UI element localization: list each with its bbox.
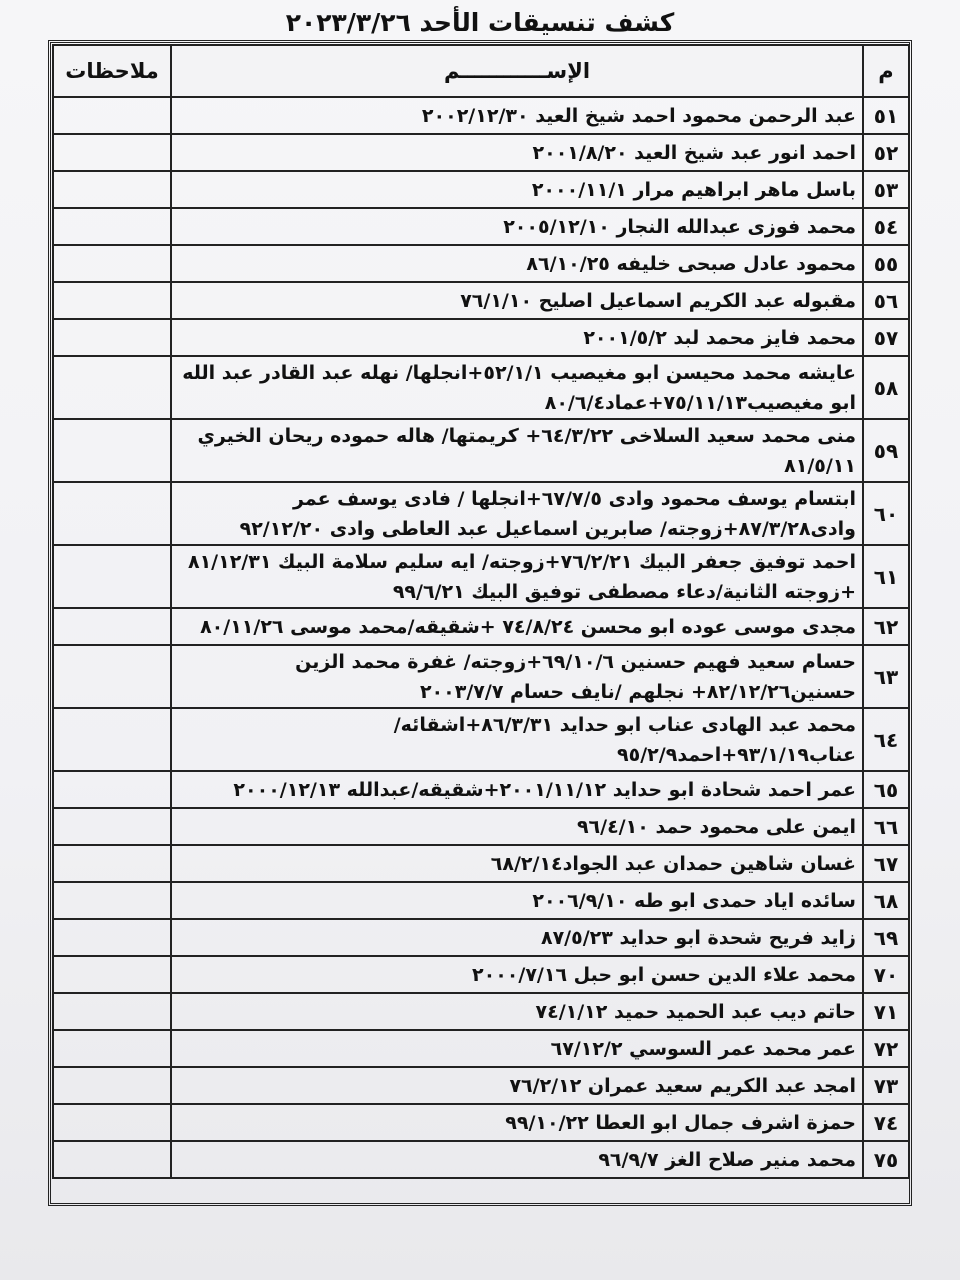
row-notes (53, 1030, 171, 1067)
row-notes (53, 356, 171, 419)
table-row (53, 645, 909, 708)
row-name: محمد فوزى عبدالله النجار ٢٠٠٥/١٢/١٠ (171, 208, 863, 245)
row-number: ٧٤ (863, 1104, 909, 1141)
row-notes (53, 1067, 171, 1104)
row-name: امجد عبد الكريم سعيد عمران ٧٦/٢/١٢ (171, 1067, 863, 1104)
table-row (53, 97, 909, 134)
row-name: احمد توفيق جعفر البيك ٧٦/٢/٢١+زوجته/ ايه سليم سلامة البيك ٨١/١٢/٣١ +زوجته الثانية/دعاء مصطفى توفيق البيك ٩٩/٦/٢١ (171, 545, 863, 608)
row-notes (53, 282, 171, 319)
row-number: ٦١ (863, 545, 909, 608)
table-row (53, 282, 909, 319)
table-body (53, 97, 909, 1178)
row-notes (53, 882, 171, 919)
row-notes (53, 845, 171, 882)
row-number: ٥٥ (863, 245, 909, 282)
row-number: ٧٠ (863, 956, 909, 993)
row-number: ٥٩ (863, 419, 909, 482)
table-row (53, 208, 909, 245)
row-notes (53, 993, 171, 1030)
row-name: سائده اياد حمدى ابو طه ٢٠٠٦/٩/١٠ (171, 882, 863, 919)
document-title: كشف تنسيقات الأحد ٢٠٢٣/٣/٢٦ (285, 8, 675, 37)
row-number: ٦٤ (863, 708, 909, 771)
table-row (53, 1030, 909, 1067)
table-row (53, 956, 909, 993)
table-row (53, 882, 909, 919)
header-name: الإســــــــــــم (171, 45, 863, 97)
row-notes (53, 919, 171, 956)
row-notes (53, 645, 171, 708)
table-row (53, 545, 909, 608)
table-row (53, 919, 909, 956)
row-name: محمود عادل صبحى خليفه ٨٦/١٠/٢٥ (171, 245, 863, 282)
row-name: عبد الرحمن محمود احمد شيخ العيد ٢٠٠٢/١٢/٣٠ (171, 97, 863, 134)
row-name: حسام سعيد فهيم حسنين ٦٩/١٠/٦+زوجته/ غفرة محمد الزين حسنين٨٢/١٢/٢٦+ نجلهم /نايف حسام ٢٠٠٣/٧/٧ (171, 645, 863, 708)
row-notes (53, 208, 171, 245)
row-notes (53, 708, 171, 771)
table-row (53, 771, 909, 808)
row-number: ٦٨ (863, 882, 909, 919)
row-name: حاتم ديب عبد الحميد حميد ٧٤/١/١٢ (171, 993, 863, 1030)
table-row (53, 171, 909, 208)
row-name: ايمن على محمود حمد ٩٦/٤/١٠ (171, 808, 863, 845)
row-number: ٥٧ (863, 319, 909, 356)
table-header-row (53, 45, 909, 97)
row-number: ٦٥ (863, 771, 909, 808)
row-number: ٥١ (863, 97, 909, 134)
table-row (53, 993, 909, 1030)
row-number: ٧٥ (863, 1141, 909, 1178)
row-notes (53, 171, 171, 208)
row-name: محمد فايز محمد لبد ٢٠٠١/٥/٢ (171, 319, 863, 356)
row-name: محمد عبد الهادى عناب ابو حدايد ٨٦/٣/٣١+اشقائه/عناب٩٣/١/١٩+احمد٩٥/٢/٩ (171, 708, 863, 771)
row-number: ٦٩ (863, 919, 909, 956)
row-name: مجدى موسى عوده ابو محسن ٧٤/٨/٢٤ +شقيقه/محمد موسى ٨٠/١١/٢٦ (171, 608, 863, 645)
row-notes (53, 956, 171, 993)
row-name: احمد انور عبد شيخ العيد ٢٠٠١/٨/٢٠ (171, 134, 863, 171)
row-number: ٦٠ (863, 482, 909, 545)
header-notes: ملاحظات (53, 45, 171, 97)
row-name: عمر محمد عمر السوسي ٦٧/١٢/٢ (171, 1030, 863, 1067)
row-number: ٦٧ (863, 845, 909, 882)
row-number: ٦٣ (863, 645, 909, 708)
row-number: ٥٢ (863, 134, 909, 171)
table-row (53, 245, 909, 282)
row-number: ٧١ (863, 993, 909, 1030)
row-name: ابتسام يوسف محمود وادى ٦٧/٧/٥+انجلها / فادى يوسف عمر وادى٨٧/٣/٢٨+زوجته/ صابرين اسماعيل عبد العاطى وادى ٩٢/١٢/٢٠ (171, 482, 863, 545)
row-number: ٧٣ (863, 1067, 909, 1104)
table-row (53, 319, 909, 356)
roster-table (52, 44, 910, 1179)
row-notes (53, 608, 171, 645)
row-number: ٥٣ (863, 171, 909, 208)
row-number: ٥٦ (863, 282, 909, 319)
row-notes (53, 319, 171, 356)
table-row (53, 708, 909, 771)
row-notes (53, 419, 171, 482)
row-notes (53, 1141, 171, 1178)
table-row (53, 1141, 909, 1178)
row-notes (53, 134, 171, 171)
row-name: غسان شاهين حمدان عبد الجواد٦٨/٢/١٤ (171, 845, 863, 882)
row-notes (53, 771, 171, 808)
row-name: عمر احمد شحادة ابو حدايد ٢٠٠١/١١/١٢+شقيقه/عبدالله ٢٠٠٠/١٢/١٣ (171, 771, 863, 808)
table-row (53, 482, 909, 545)
row-number: ٦٢ (863, 608, 909, 645)
table-row (53, 1104, 909, 1141)
row-notes (53, 482, 171, 545)
row-name: محمد منير صلاح الغز ٩٦/٩/٧ (171, 1141, 863, 1178)
table-row (53, 845, 909, 882)
row-name: حمزة اشرف جمال ابو العطا ٩٩/١٠/٢٢ (171, 1104, 863, 1141)
row-notes (53, 1104, 171, 1141)
row-notes (53, 545, 171, 608)
table-row (53, 608, 909, 645)
row-name: محمد علاء الدين حسن ابو حبل ٢٠٠٠/٧/١٦ (171, 956, 863, 993)
table-row (53, 134, 909, 171)
header-number: م (863, 45, 909, 97)
row-name: زايد فريح شحدة ابو حدايد ٨٧/٥/٢٣ (171, 919, 863, 956)
row-number: ٦٦ (863, 808, 909, 845)
row-notes (53, 245, 171, 282)
row-name: منى محمد سعيد السلاخى ٦٤/٣/٢٢+ كريمتها/ هاله حموده ريحان الخيري ٨١/٥/١١ (171, 419, 863, 482)
row-notes (53, 808, 171, 845)
table-row (53, 1067, 909, 1104)
row-number: ٥٨ (863, 356, 909, 419)
row-name: مقبوله عبد الكريم اسماعيل اصليح ٧٦/١/١٠ (171, 282, 863, 319)
table-row (53, 808, 909, 845)
row-name: باسل ماهر ابراهيم مرار ٢٠٠٠/١١/١ (171, 171, 863, 208)
table-row (53, 356, 909, 419)
row-number: ٥٤ (863, 208, 909, 245)
table-row (53, 419, 909, 482)
row-notes (53, 97, 171, 134)
row-number: ٧٢ (863, 1030, 909, 1067)
row-name: عايشه محمد محيسن ابو مغيصيب ٥٢/١/١+انجلها/ نهله عبد القادر عبد الله ابو مغيصيب٧٥/١١/١٣+عماد٨٠/٦/٤ (171, 356, 863, 419)
